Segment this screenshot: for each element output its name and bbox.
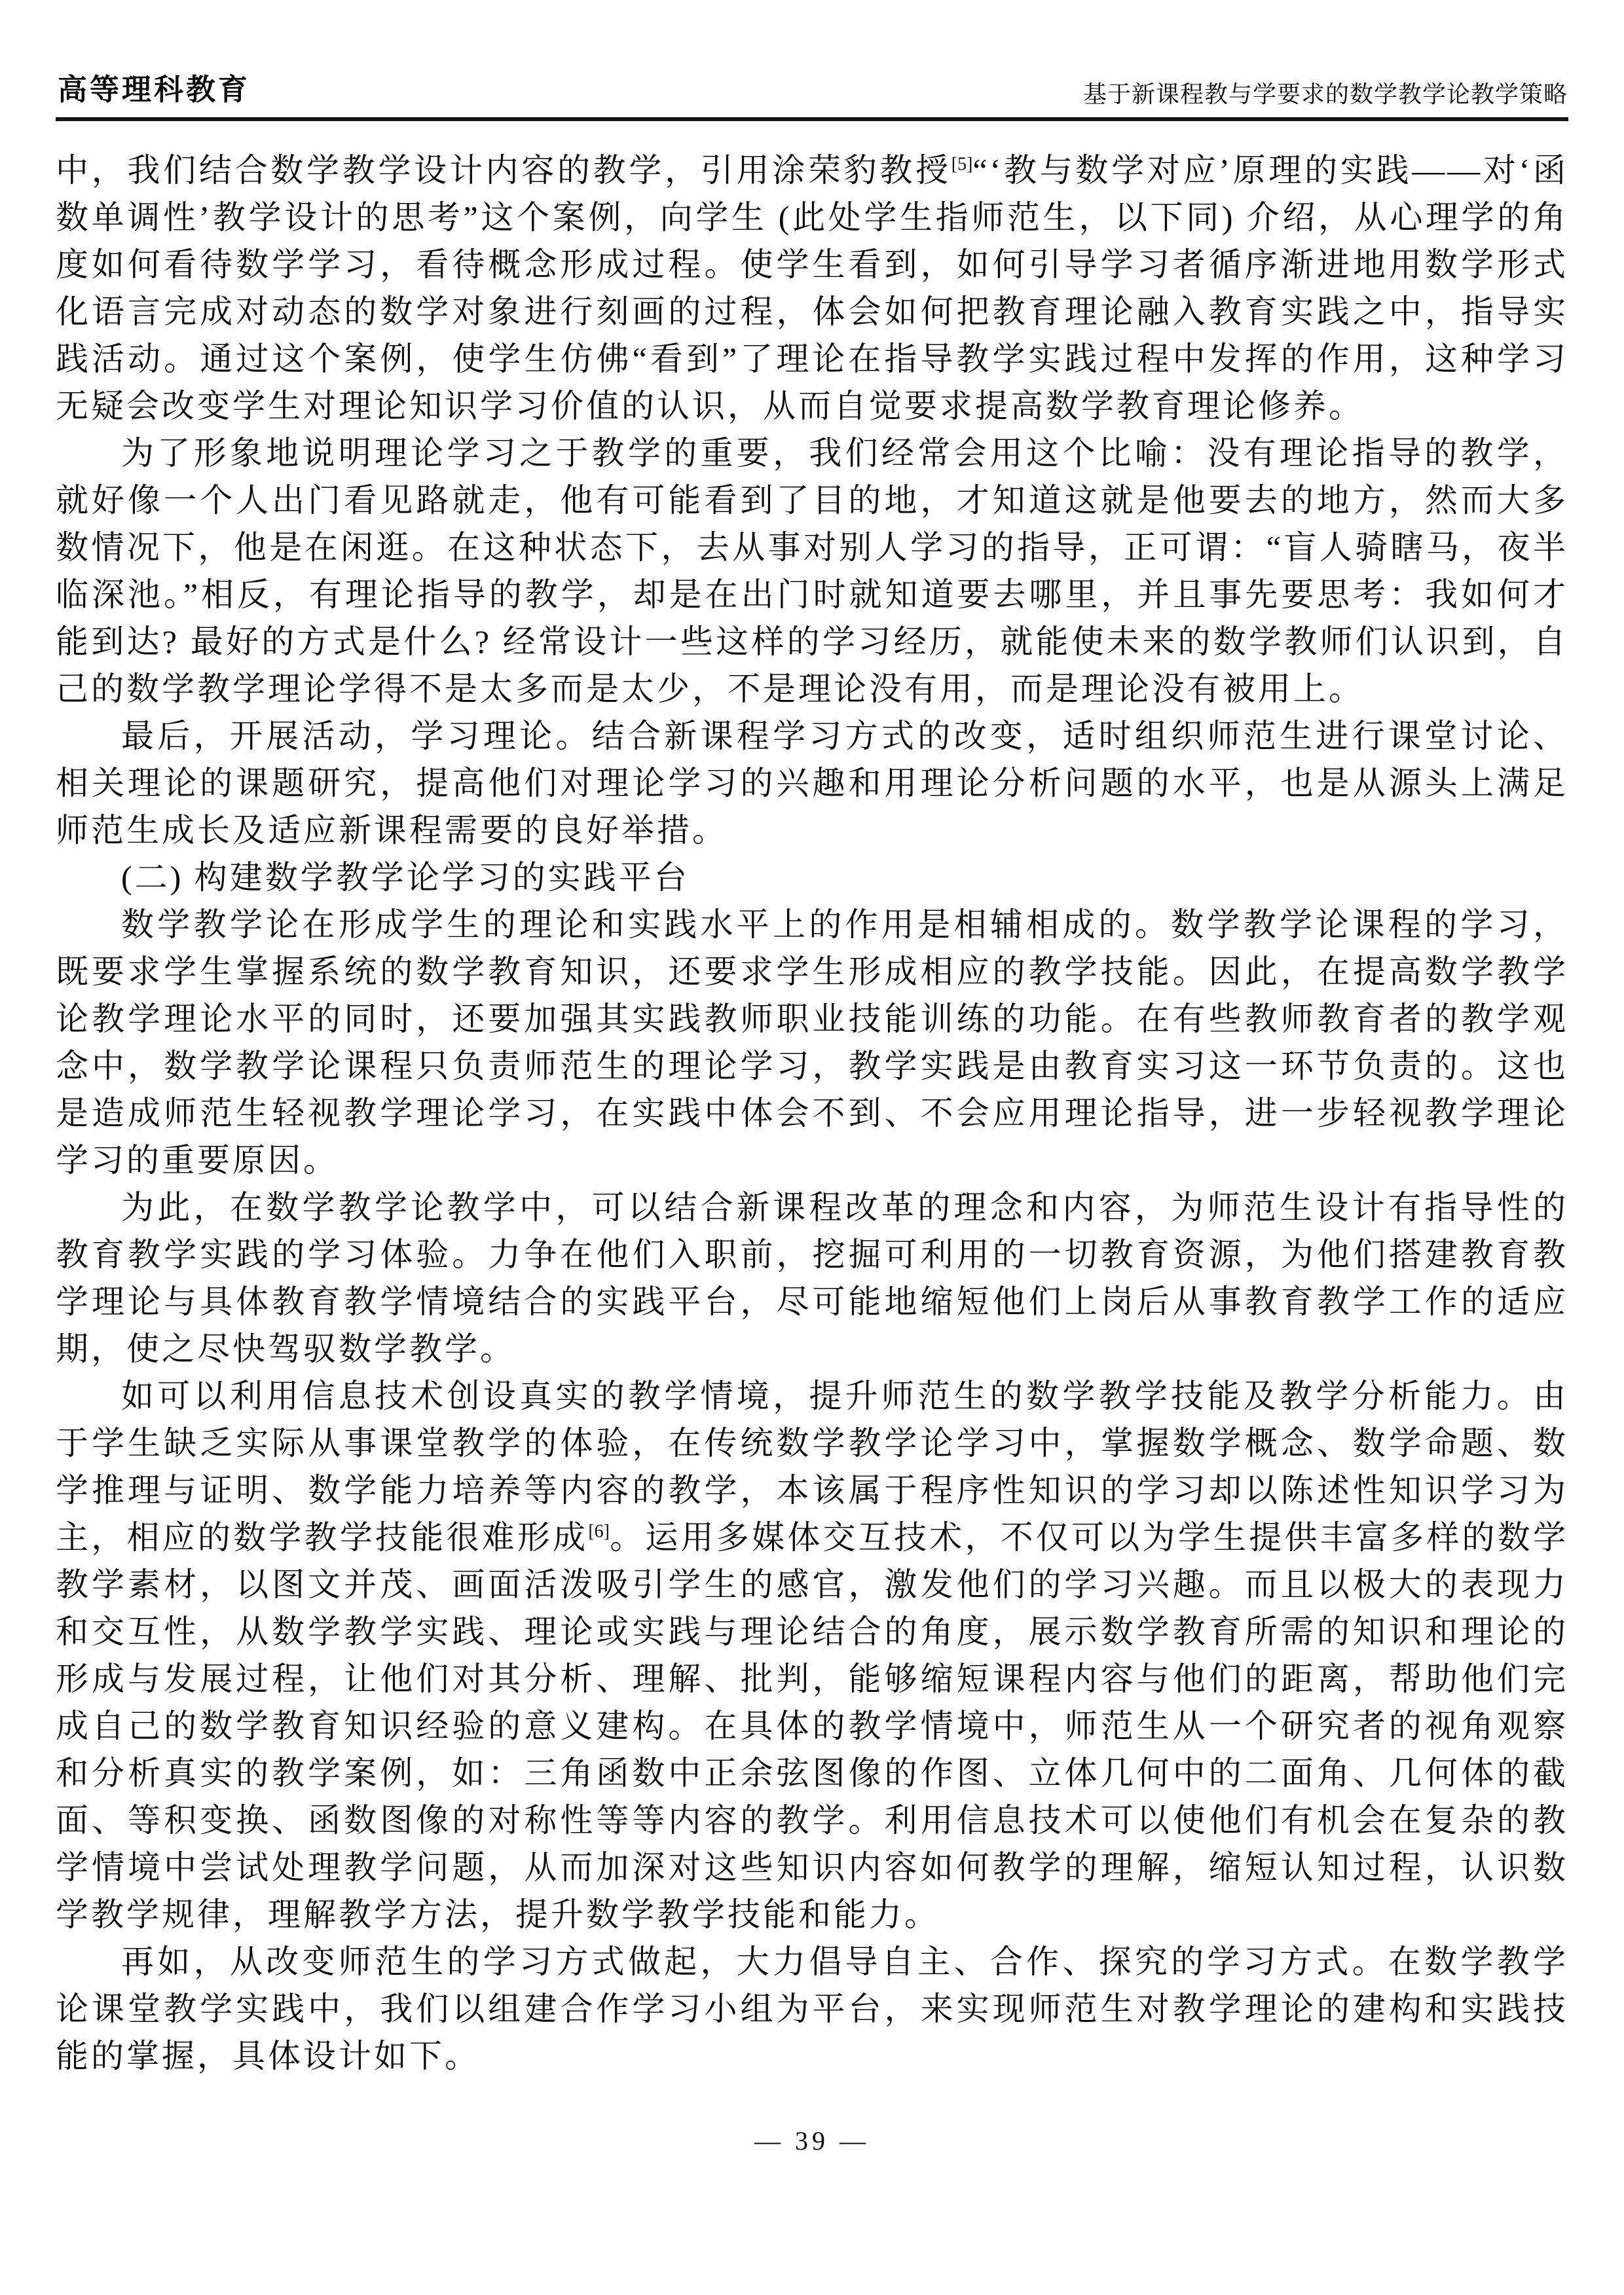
citation-ref-6: [6] bbox=[588, 1521, 610, 1542]
paragraph bbox=[56, 147, 1568, 430]
paragraph-text: “‘教与数学对应’原理的实践——对‘函数单调性’教学设计的思考”这个案例，向学生 (此处学生指师范生，以下同) 介绍，从心理学的角度如何看待数学学习，看待概念形成过程。使学生看到，如何引导学习者循序渐进地用数学形式化语言完成对动态的数学对象进行刻画的过程，体会如何把教育理论融入教育实践之中，指导实践活动。通过这个案例，使学生仿佛“看到”了理论在指导教学实践过程中发挥的作用，这种学习无疑会改变学生对理论知识学习价值的认识，从而自觉要求提高数学教育理论修养。 bbox=[56, 152, 1568, 424]
paragraph-text: 中，我们结合数学教学设计内容的教学，引用涂荣豹教授 bbox=[56, 152, 951, 189]
header-rule bbox=[56, 117, 1568, 121]
paragraph: 为此，在数学教学论教学中，可以结合新课程改革的理念和内容，为师范生设计有指导性的教育教学实践的学习体验。力争在他们入职前，挖掘可利用的一切教育资源，为他们搭建教育教学理论与具体教育教学情境结合的实践平台，尽可能地缩短他们上岗后从事教育教学工作的适应期，使之尽快驾驭数学教学。 bbox=[56, 1189, 1568, 1367]
paragraph: 为了形象地说明理论学习之于教学的重要，我们经常会用这个比喻：没有理论指导的教学，就好像一个人出门看见路就走，他有可能看到了目的地，才知道这就是他要去的地方，然而大多数情况下，他是在闲逛。在这种状态下，去从事对别人学习的指导，正可谓：“盲人骑瞎马，夜半临深池。”相反，有理论指导的教学，却是在出门时就知道要去哪里，并且事先要思考：我如何才能到达? 最好的方式是什么? 经常设计一些这样的学习经历，就能使未来的数学教师们认识到，自己的数学教学理论学得不是太多而是太少，不是理论没有用，而是理论没有被用上。 bbox=[56, 435, 1568, 707]
paragraph-text: 如可以利用信息技术创设真实的教学情境，提升师范生的数学教学技能及教学分析能力。由于学生缺乏实际从事课堂教学的体验，在传统数学教学论学习中，掌握数学概念、数学命题、数学推理与证明、数学能力培养等内容的教学，本该属于程序性知识的学习却以陈述性知识学习为主，相应的数学教学技能很难形成 bbox=[56, 1378, 1568, 1556]
page-number: — 39 — bbox=[754, 2126, 870, 2156]
citation-ref-5: [5] bbox=[951, 154, 973, 175]
journal-title: 高等理科教育 bbox=[58, 73, 251, 106]
paragraph bbox=[56, 1372, 1568, 1938]
running-title: 基于新课程教与学要求的数学教学论教学策略 bbox=[1082, 81, 1568, 107]
section-heading: (二) 构建数学教学论学习的实践平台 bbox=[121, 859, 690, 896]
article-body bbox=[56, 147, 1568, 2080]
paragraph: 最后，开展活动，学习理论。结合新课程学习方式的改变，适时组织师范生进行课堂讨论、相关理论的课题研究，提高他们对理论学习的兴趣和用理论分析问题的水平，也是从源头上满足师范生成长及适应新课程需要的良好举措。 bbox=[56, 718, 1568, 849]
paragraph: 再如，从改变师范生的学习方式做起，大力倡导自主、合作、探究的学习方式。在数学教学论课堂教学实践中，我们以组建合作学习小组为平台，来实现师范生对教学理论的建构和实践技能的掌握，具体设计如下。 bbox=[56, 1943, 1568, 2074]
paragraph: 数学教学论在形成学生的理论和实践水平上的作用是相辅相成的。数学教学论课程的学习，既要求学生掌握系统的数学教育知识，还要求学生形成相应的教学技能。因此，在提高数学教学论教学理论水平的同时，还要加强其实践教师职业技能训练的功能。在有些教师教育者的教学观念中，数学教学论课程只负责师范生的理论学习，教学实践是由教育实习这一环节负责的。这也是造成师范生轻视教学理论学习，在实践中体会不到、不会应用理论指导，进一步轻视教学理论学习的重要原因。 bbox=[56, 906, 1568, 1179]
paragraph-text: 。运用多媒体交互技术，不仅可以为学生提供丰富多样的数学教学素材，以图文并茂、画面活泼吸引学生的感官，激发他们的学习兴趣。而且以极大的表现力和交互性，从数学教学实践、理论或实践与理论结合的角度，展示数学教育所需的知识和理论的形成与发展过程，让他们对其分析、理解、批判，能够缩短课程内容与他们的距离，帮助他们完成自己的数学教育知识经验的意义建构。在具体的教学情境中，师范生从一个研究者的视角观察和分析真实的教学案例，如：三角函数中正余弦图像的作图、立体几何中的二面角、几何体的截面、等积变换、函数图像的对称性等等内容的教学。利用信息技术可以使他们有机会在复杂的教学情境中尝试处理教学问题，从而加深对这些知识内容如何教学的理解，缩短认知过程，认识数学教学规律，理解教学方法，提升数学教学技能和能力。 bbox=[56, 1519, 1569, 1933]
